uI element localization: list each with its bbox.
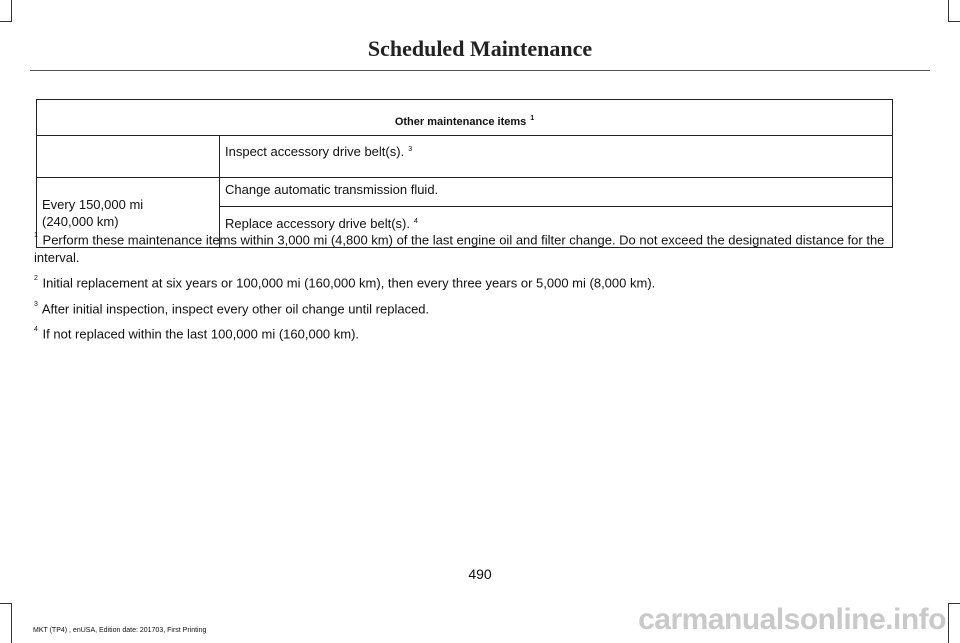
maintenance-item-cell (220, 178, 893, 207)
crop-mark-bottom-right-v (948, 603, 949, 643)
maintenance-item-note: 3 (408, 145, 413, 153)
crop-mark-top-left-v (11, 0, 12, 22)
footnote (34, 272, 896, 292)
maintenance-item: Change automatic transmission fluid. (225, 182, 439, 197)
crop-mark-top-right-v (948, 0, 949, 22)
table-caption-text: Other maintenance items (394, 115, 527, 128)
footnote-text: After initial inspection, inspect every other oil change until replaced. (41, 300, 430, 316)
footnote-number: 4 (34, 325, 38, 333)
footnote-text: Perform these maintenance items within 3,000 mi (4,800 km) of the last engine oil and filter change. Do not exceed the designated distance for the interval. (34, 232, 885, 266)
empty-interval-cell (37, 136, 220, 178)
page-number: 490 (468, 566, 492, 582)
footnotes (34, 229, 896, 348)
footnote (34, 229, 896, 267)
maintenance-item: Inspect accessory drive belt(s). (225, 144, 405, 159)
header-divider (30, 70, 930, 71)
footnote-number: 3 (34, 300, 38, 308)
maintenance-item-cell (220, 136, 893, 178)
crop-mark-top-right-h (948, 21, 960, 22)
footnote-text: If not replaced within the last 100,000 mi (160,000 km). (42, 326, 360, 342)
crop-mark-bottom-left-h (0, 603, 12, 604)
maintenance-item-note: 4 (413, 217, 418, 225)
table-caption-note: 1 (530, 114, 535, 122)
crop-mark-bottom-left-v (11, 603, 12, 643)
table-row (37, 178, 893, 207)
footnote (34, 298, 896, 318)
footnote-number: 2 (34, 275, 38, 283)
footnote-number: 1 (34, 232, 38, 239)
crop-mark-bottom-right-h (948, 603, 960, 604)
footnote-text: Initial replacement at six years or 100,000 mi (160,000 km), then every three years or 5,000 mi (8,000 km). (42, 275, 656, 291)
maintenance-table (36, 99, 893, 248)
crop-mark-top-left-h (0, 21, 12, 22)
table-caption (37, 100, 893, 136)
interval-miles: Every 150,000 mi (42, 196, 144, 212)
edition-info: MKT (TP4) , enUSA, Edition date: 201703, First Printing (33, 627, 207, 634)
maintenance-item: Replace accessory drive belt(s). (225, 216, 410, 231)
table-row (37, 136, 893, 178)
watermark: carmanualsonline.info (638, 603, 946, 636)
footnote (34, 323, 896, 343)
interval-km: (240,000 km) (42, 213, 119, 229)
page-title: Scheduled Maintenance (367, 36, 593, 61)
